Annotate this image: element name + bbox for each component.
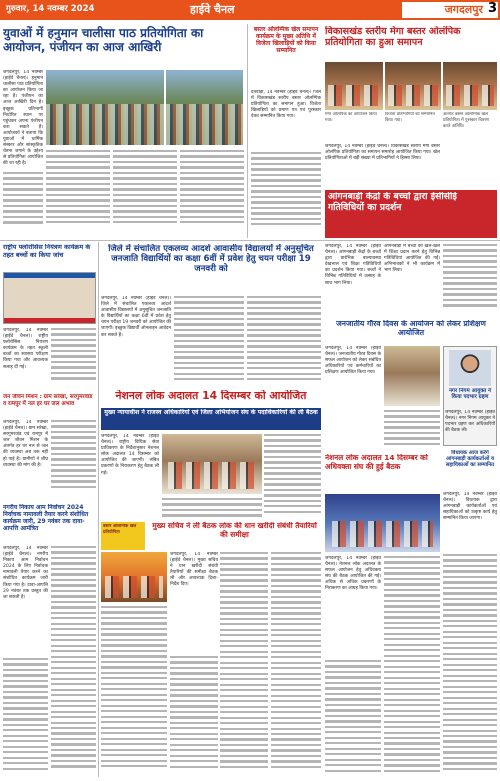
olympic-side-headline: बस्तर ओलम्पिक खेल समापन कार्यक्रम के मुख्य अतिथि में विजेता खिलाड़ियों को किया सम्मानित <box>253 26 319 55</box>
olympic-side-columns <box>251 152 321 236</box>
nagar-nigam-headline: नगर निगम आयुक्त ने किया पदभार ग्रहण <box>448 388 492 401</box>
janpad-headline: जनजातीय गौरव दिवस के आयोजन को लेकर प्रशिक्षण आयोजित <box>336 320 486 337</box>
nagar-columns <box>51 546 96 776</box>
lok-columns <box>264 434 321 518</box>
inset-note: बस्तर ओलम्पिक खेल प्रतियोगिता <box>103 524 137 535</box>
lok2-headline: नेशनल लोक अदालत 14 दिसम्बर को अधिवक्ता संघ की हुई बैठक <box>325 454 428 471</box>
vitan-body: जगदलपुर, 14 नवम्बर (हाईवे चैनल)। विधायक द्वारा आंगनबाड़ी कार्यकर्ताओं एवं सहायिकाओं को उत्कृष्ट कार्य हेतु सम्मानित किया जाएगा। <box>443 492 497 522</box>
safe-body: जगदलपुर, 14 नवम्बर (हाईवे चैनल)। मुख्य सचिव ने धान खरीदी संबंधी तैयारियों की समीक्षा बैठक ली और आवश्यक दिशा-निर्देश दिए। <box>170 552 218 588</box>
angan-columns <box>443 244 497 316</box>
nagar-headline: नगरीय निकाय आम निर्वाचन 2024 निर्वाचक नामावली तैयार करने संशोधित कार्यक्रम जारी, 29 नवंबर तक दावा-आपत्ति आमंत्रित <box>3 504 89 533</box>
district-body: जगदलपुर, 14 नवम्बर (हाईवे चैनल)। जिले में संचालित एकलव्य आदर्श आवासीय विद्यालयों में अनुसूचित जनजाति के विद्यार्थियों का कक्षा 6वीं में प्रवेश हेतु चयन परीक्षा 19 जनवरी को आयोजित की जाएगी। इच्छुक विद्यार्थी ऑनलाइन आवेदन कर सकते हैं। <box>101 296 171 338</box>
commissioner-photo <box>449 350 491 386</box>
olympic-photo-1 <box>325 62 383 110</box>
safe-columns <box>101 606 167 776</box>
district-columns <box>247 296 321 386</box>
youth-body-columns <box>46 150 110 232</box>
vikas-caption-right: विजेता प्रतिभागियों को सम्मानित किया गया। <box>385 112 435 123</box>
safe-columns <box>271 552 321 776</box>
ncd-body: जगदलपुर, 14 नवम्बर (हाईवे चैनल)। राष्ट्रीय फ्लोरोसिस नियंत्रण कार्यक्रम के तहत स्कूली बच्चों का स्वास्थ्य परीक्षण किया गया और आवश्यक सलाह दी गई। <box>3 328 48 370</box>
angan-body-2: आंगनबाड़ी में बच्चों को खेल-खेल में शिक्षा प्रदान करने हेतु विभिन्न गतिविधियां आयोजित की गईं। अभिभावकों ने भी कार्यक्रम में भाग लिया। <box>384 244 440 274</box>
lok-subhead: मुख्य न्यायाधीश ने राजस्व अधिकारियों एवं जिला अभियोजन संघ के पदाधिकारियों की ली बैठक <box>104 409 318 416</box>
lok-columns <box>162 498 262 518</box>
newspaper-title: हाईवे चैनल <box>190 3 235 16</box>
angan-headline: आंगनबाड़ी केंद्रों के बच्चों द्वारा ईसीसीई गतिविधियों का प्रदर्शन <box>328 192 457 213</box>
lok2-photo <box>325 494 440 552</box>
vikas-body: जगदलपुर, 14 नवम्बर (हाईवे चैनल)। विकासखंड स्तरीय मेगा बस्तर ओलंपिक प्रतियोगिता का समापन समारोह आयोजित किया गया। खेल प्रतियोगिताओं में बड़ी संख्या में प्रतिभागियों ने हिस्सा लिया। <box>325 144 440 162</box>
ncd-banner-image <box>3 272 96 324</box>
youth-body-columns <box>3 172 43 234</box>
section-divider <box>0 240 500 241</box>
lok2-body: जगदलपुर, 14 नवम्बर (हाईवे चैनल)। नेशनल लोक अदालत के सफल आयोजन हेतु अधिवक्ता संघ की बैठक आयोजित की गई। अधिक से अधिक प्रकरणों के निराकरण का आग्रह किया गया। <box>325 556 381 592</box>
lok-body: जगदलपुर, 14 नवम्बर (हाईवे चैनल)। राष्ट्रीय विधिक सेवा प्राधिकरण के निर्देशानुसार नेशनल लोक अदालत 14 दिसम्बर को आयोजित की जाएगी। लंबित प्रकरणों के निराकरण हेतु बैठक ली गई। <box>101 434 159 476</box>
safe-columns <box>220 552 268 776</box>
youth-body-columns <box>113 150 177 232</box>
issue-date: गुरुवार, 14 नवम्बर 2024 <box>6 4 95 14</box>
safe-columns <box>170 656 218 776</box>
youth-body: जगदलपुर, 14 नवम्बर (हाईवे चैनल)। हनुमान चालीसा पाठ प्रतियोगिता का आयोजन किया जा रहा है। पंजीयन का आज आखिरी दिन है। इच्छुक प्रतिभागी निर्धारित स्थान पर पहुंचकर अपना पंजीयन करा सकते हैं। आयोजकों ने बताया कि युवाओं में धार्मिक संस्कार और सांस्कृतिक चेतना जगाने के उद्देश्य से प्रतियोगिता आयोजित की जा रही है। <box>3 70 43 167</box>
olympic-side-body: दंतेवाड़ा, 14 नवम्बर (हाईवे चैनल)। जिले में विकासखंड स्तरीय बस्तर ओलम्पिक प्रतियोगिता का समापन हुआ। विजेता खिलाड़ियों को प्रमाण पत्र एवं पुरस्कार देकर सम्मानित किया गया। <box>251 90 321 120</box>
safe-headline: मुख्य सचिव ने ली बैठक लोक की धान खरीदी संबंधी तैयारियों की समीक्षा <box>152 522 317 539</box>
ncd-columns <box>51 328 96 390</box>
column-divider <box>98 242 99 777</box>
jan-body: जगदलपुर, 14 नवम्बर (हाईवे चैनल)। ग्राम सरेखा, सरगुमरवांड एवं रामपुर में जल जीवन मिशन के अंतर्गत हर घर नल से जल की व्यवस्था अब तक नहीं हो पाई है। ग्रामीणों ने शीघ्र व्यवस्था की मांग की है। <box>3 420 48 468</box>
district-columns <box>174 296 244 386</box>
chalisa-photo <box>46 70 164 145</box>
nagar-body: जगदलपुर, 14 नवम्बर (हाईवे चैनल)। नगरीय निकाय आम निर्वाचन 2024 के लिए निर्वाचक नामावली तैयार करने का संशोधित कार्यक्रम जारी किया गया है। दावा-आपत्ति 29 नवंबर तक प्रस्तुत की जा सकती है। <box>3 546 48 600</box>
janpad-columns <box>384 410 440 450</box>
vikas-headline: विकासखंड स्तरीय मेगा बस्तर ओलंपिक प्रतियोगिता का हुआ समापन <box>325 26 461 49</box>
column-divider <box>247 24 248 238</box>
olympic-photo-caption: अंतर्गत बस्तर ओलम्पिक खेल प्रतियोगिता में पुरस्कार वितरण करते अतिथि। <box>443 112 490 129</box>
safe-photo <box>101 552 167 602</box>
group-photo <box>166 70 243 145</box>
lok-photo <box>162 434 262 494</box>
nagar-columns <box>3 658 48 776</box>
jan-columns <box>51 420 96 500</box>
jan-headline: जन जीवन मिशन : ग्राम सरेखा, सरगुमरवांड व रामपुर में नल हर घर जल अभाव <box>3 394 93 407</box>
janpad-body: जगदलपुर, 14 नवम्बर (हाईवे चैनल)। जनजातीय गौरव दिवस के सफल आयोजन को लेकर संबंधित अधिकारियों एवं कर्मचारियों का प्रशिक्षण आयोजित किया गया। <box>325 346 381 376</box>
angan-body: जगदलपुर, 14 नवम्बर (हाईवे चैनल)। आंगनबाड़ी केंद्रों के बच्चों द्वारा प्रारंभिक बाल्यावस्था देखभाल एवं शिक्षा गतिविधियों का प्रदर्शन किया गया। बच्चों ने विभिन्न गतिविधियों में उत्साह के साथ भाग लिया। <box>325 244 381 286</box>
vitan-columns <box>443 554 497 776</box>
janpad-photo <box>384 346 440 406</box>
youth-headline: युवाओं में हनुमान चालीसा पाठ प्रतियोगिता का आयोजन, पंजीयन का आज आखिरी <box>3 26 204 55</box>
vikas-caption-left: मेगा ओलंपिक का आयोजन किया गया। <box>325 112 377 123</box>
vitan-headline: विधायक आज करेंगे आंगनबाड़ी कार्यकर्ताओं व सहायिकाओं का सम्मानित <box>445 450 495 469</box>
lok2-columns <box>325 660 381 776</box>
youth-body-columns <box>180 150 244 232</box>
nagar-nigam-body: जगदलपुर, 14 नवम्बर (हाईवे चैनल)। नगर निगम आयुक्त ने पदभार ग्रहण कर अधिकारियों की बैठक ली। <box>445 410 495 434</box>
ncd-headline: राष्ट्रीय फ्लोरोसिस नियंत्रण कार्यक्रम के तहत बच्चों का किया जांच <box>3 244 91 259</box>
lok2-columns <box>384 556 440 776</box>
district-headline: जिले में संचालित एकलव्य आदर्श आवासीय विद्यालयों में अनुसूचित जनजाति विद्यार्थियों का कक्षा 6वीं में प्रवेश हेतु चयन परीक्षा 19 जनवरी को <box>108 244 314 275</box>
olympic-photo-3 <box>443 62 497 110</box>
lok-headline: नेशनल लोक अदालत 14 दिसम्बर को आयोजित <box>115 390 307 402</box>
city-name: जगदलपुर <box>444 3 483 16</box>
olympic-photo-2 <box>385 62 441 110</box>
page-number: 3 <box>487 1 497 16</box>
